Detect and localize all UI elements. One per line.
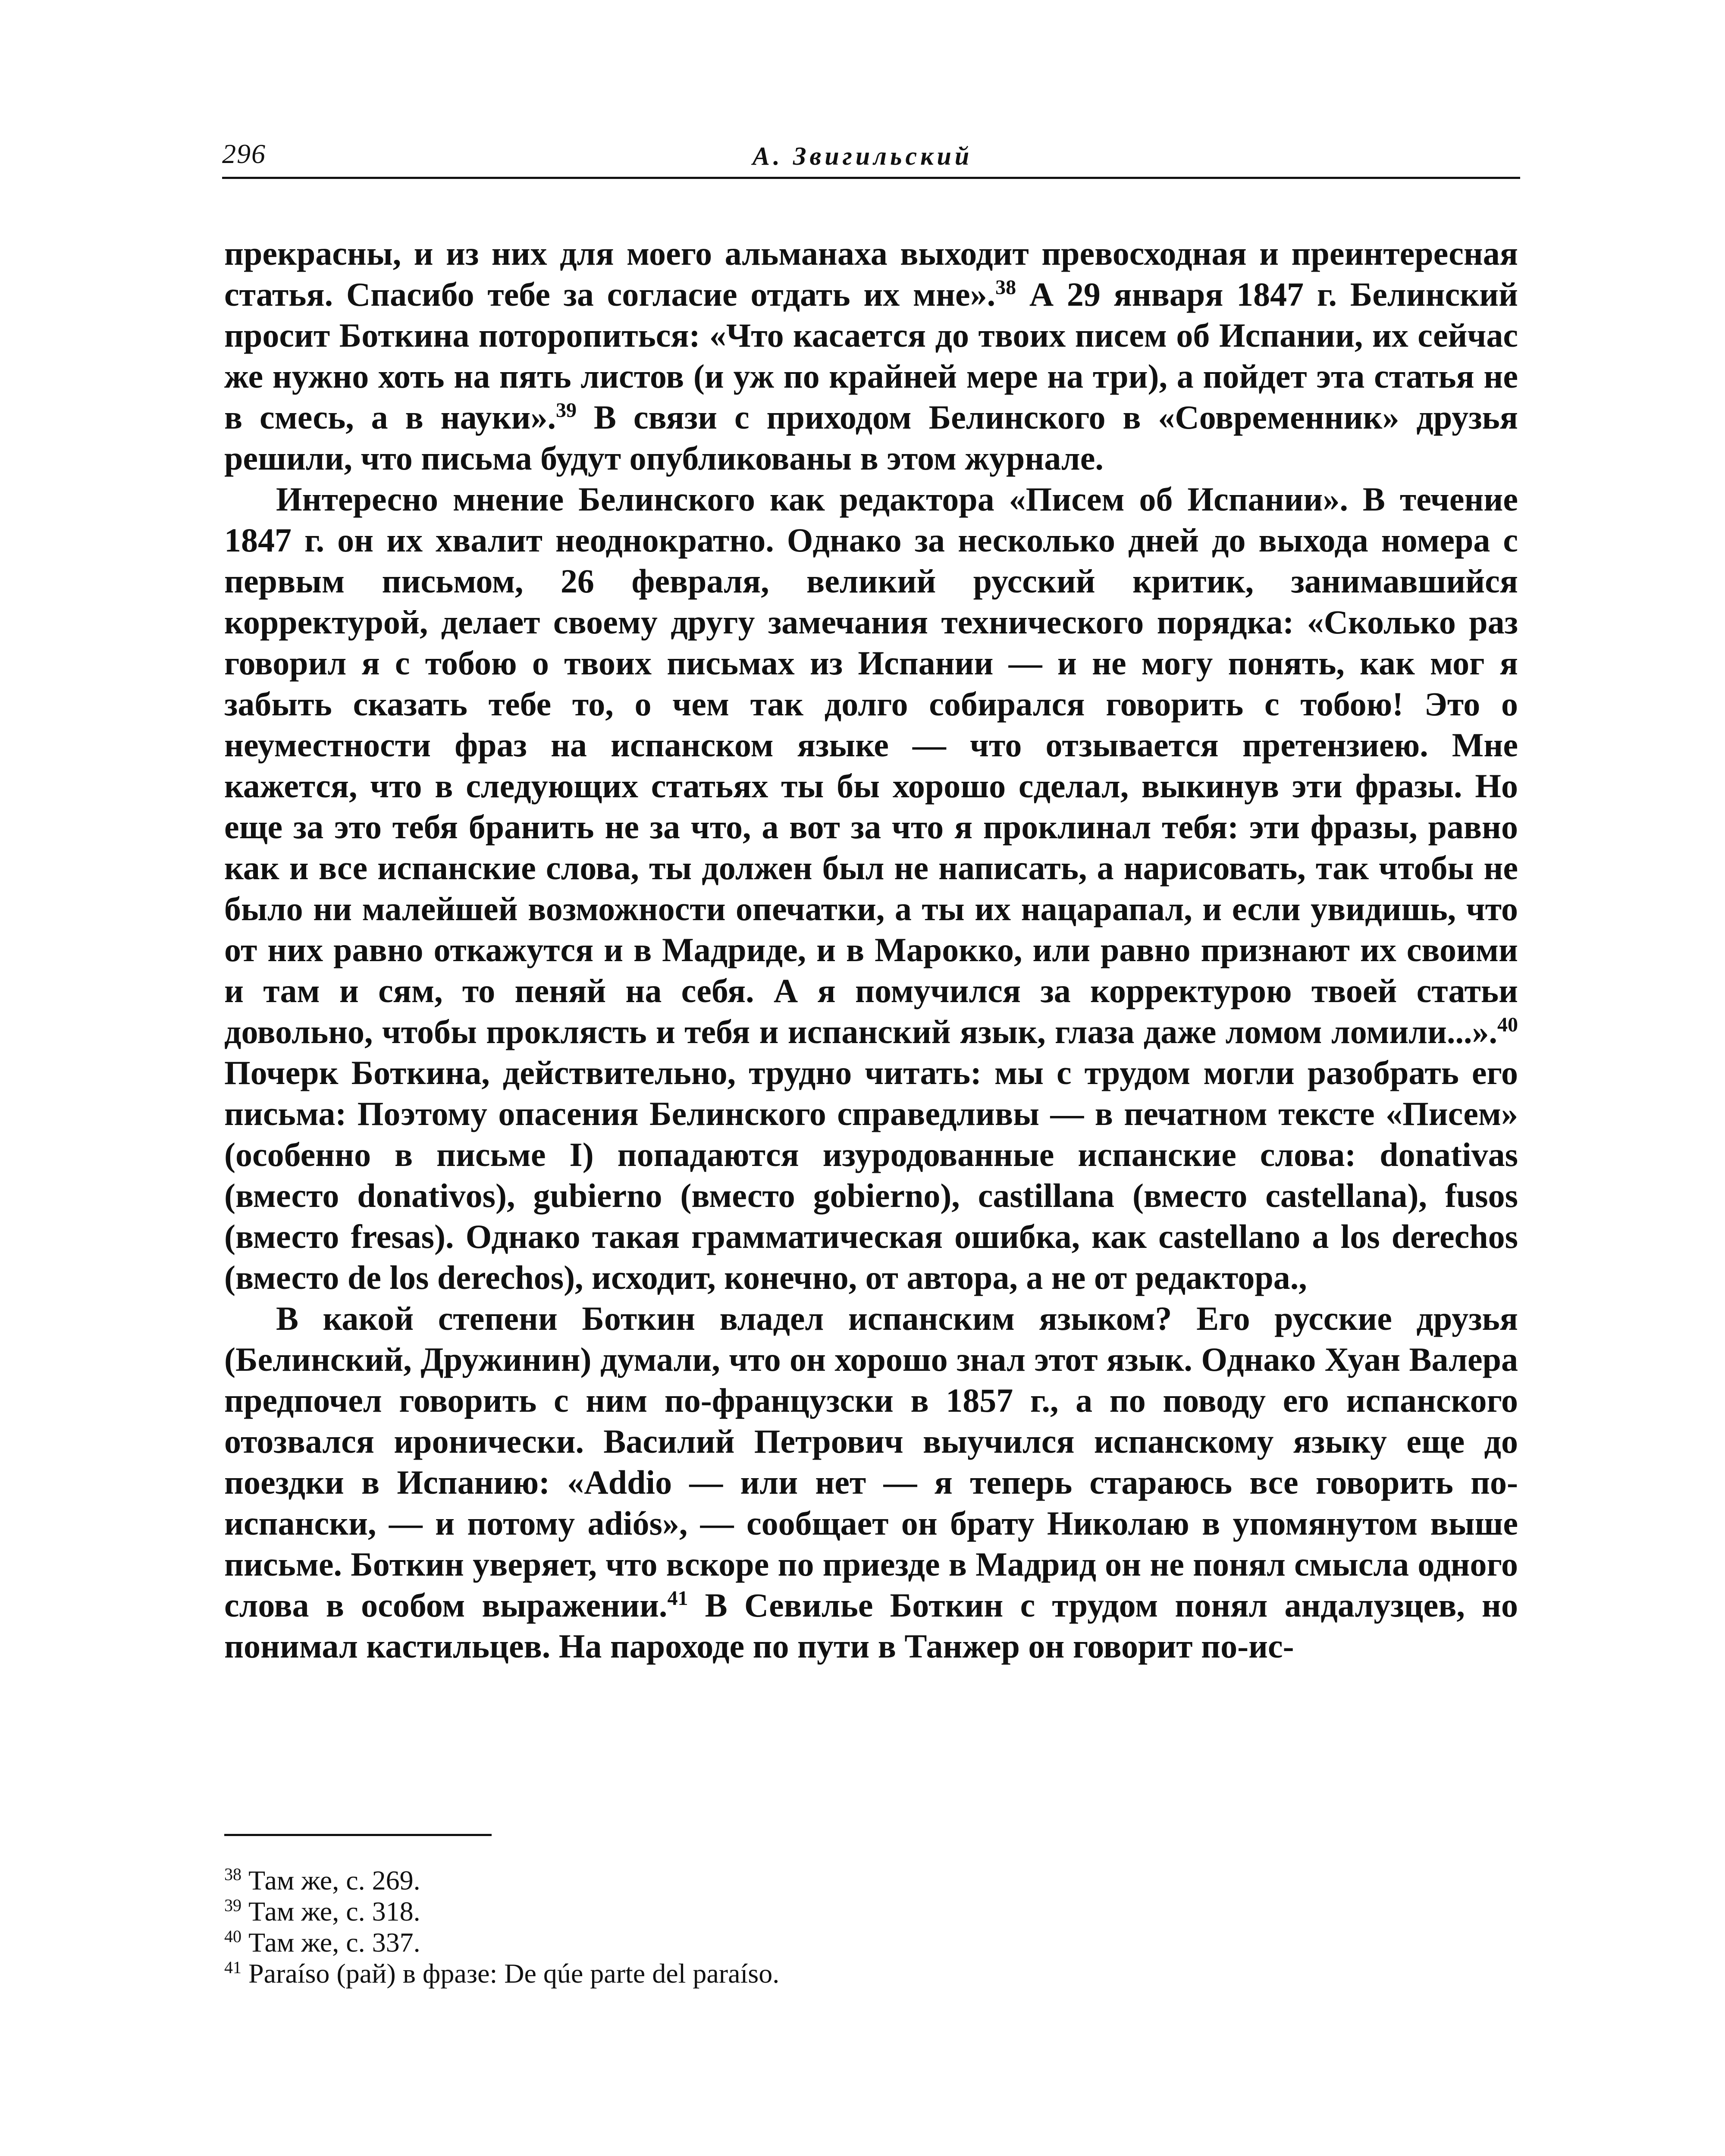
footnote-divider [224,1834,492,1836]
footnote-39 [224,1896,1518,1927]
paragraph-text: В связи с приходом Белинского в «Современник» друзья решили, что письма будут опубликованы в этом журнале. [224,398,1518,477]
footnote-41 [224,1958,1518,1989]
footnote-ref-39: 39 [556,399,577,422]
footnote-number: 38 [224,1864,242,1884]
footnote-text: Там же, с. 318. [248,1896,420,1927]
footnote-ref-40: 40 [1497,1013,1518,1036]
footnote-text: Там же, с. 337. [248,1927,420,1958]
paragraph-text: В Севилье Боткин с трудом понял андалузцев, но понимал кастильцев. На пароходе по пути в Танжер он говорит по-ис- [224,1586,1518,1665]
paragraph-text: Интересно мнение Белинского как редактора «Писем об Испании». В течение 1847 г. он их хвалит неоднократно. Однако за несколько дней до выхода номера с первым письмом, 26 февраля, великий русский критик, занимавшийся корректурой, делает своему другу замечания технического порядка: «Сколько раз говорил я с тобою о твоих письмах из Испании — и не могу понять, как мог я забыть сказать тебе то, о чем так долго собирался говорить с тобою! Это о неуместности фраз на испанском языке — что отзывается претензиею. Мне кажется, что в следующих статьях ты бы хорошо сделал, выкинув эти фразы. Но еще за это тебя бранить не за что, а вот за что я проклинал тебя: эти фразы, равно как и все испанские слова, ты должен был не написать, а нарисовать, так чтобы не было ни малейшей возможности опечатки, а ты их нацарапал, и если увидишь, что от них равно откажутся и в Мадриде, и в Марокко, или равно признают их своими и там и сям, то пеняй на себя. А я помучился за корректурою твоей статьи довольно, чтобы проклясть и тебя и испанский язык, глаза даже ломом ломили...». [224,480,1518,1050]
body-text [224,233,1518,1667]
paragraph-text: Почерк Боткина, действительно, трудно читать: мы с трудом могли разобрать его письма: Поэтому опасения Белинского справедливы — в печатном тексте «Писем» (особенно в письме I) попадаются изуродованные испанские слова: donativas (вместо donativos), gubierno (вместо gobierno), castillana (вместо castellana), fusos (вместо fresas). Однако такая грамматическая ошибка, как castellano a los derechos (вместо de los derechos), исходит, конечно, от автора, а не от редактора., [224,1054,1518,1296]
footnote-number: 40 [224,1926,242,1946]
page-header [222,129,1520,179]
footnote-text: Там же, с. 269. [248,1865,420,1896]
paragraph-text: прекрасны, и из них для моего альманаха выходит превосходная и преинтересная статья. Спасибо тебе за согласие отдать их мне». [224,235,1518,313]
footnote-number: 41 [224,1957,242,1977]
paragraph-1 [224,233,1518,479]
footnote-ref-38: 38 [995,276,1016,299]
paragraph-text: В какой степени Боткин владел испанским языком? Его русские друзья (Белинский, Дружинин) думали, что он хорошо знал этот язык. Однако Хуан Валера предпочел говорить с ним по-французски в 1857 г., а по поводу его испанского отозвался иронически. Василий Петрович выучился испанскому языку еще до поездки в Испанию: «Addio — или нет — я теперь стараюсь все говорить по-испански, — и потому adiós», — сообщает он брату Николаю в упомянутом выше письме. Боткин уверяет, что вскоре по приезде в Мадрид он не понял смысла одного слова в особом выражении. [224,1300,1518,1624]
footnote-ref-41: 41 [667,1587,688,1610]
footnote-number: 39 [224,1895,242,1915]
footnote-40 [224,1927,1518,1958]
running-head: А. Звигильский [753,142,973,170]
paragraph-3 [224,1298,1518,1667]
footnote-38 [224,1865,1518,1896]
footnote-text: Paraíso (рай) в фразе: De qúe parte del paraíso. [248,1958,780,1989]
page-number: 296 [222,138,266,169]
footnotes [224,1865,1518,1989]
paragraph-text: А 29 января 1847 г. Белинский просит Боткина поторопиться: «Что касается до твоих писем об Испании, их сейчас же нужно хоть на пять листов (и уж по крайней мере на три), а пойдет эта статья не в смесь, а в науки». [224,276,1518,436]
paragraph-2 [224,479,1518,1298]
